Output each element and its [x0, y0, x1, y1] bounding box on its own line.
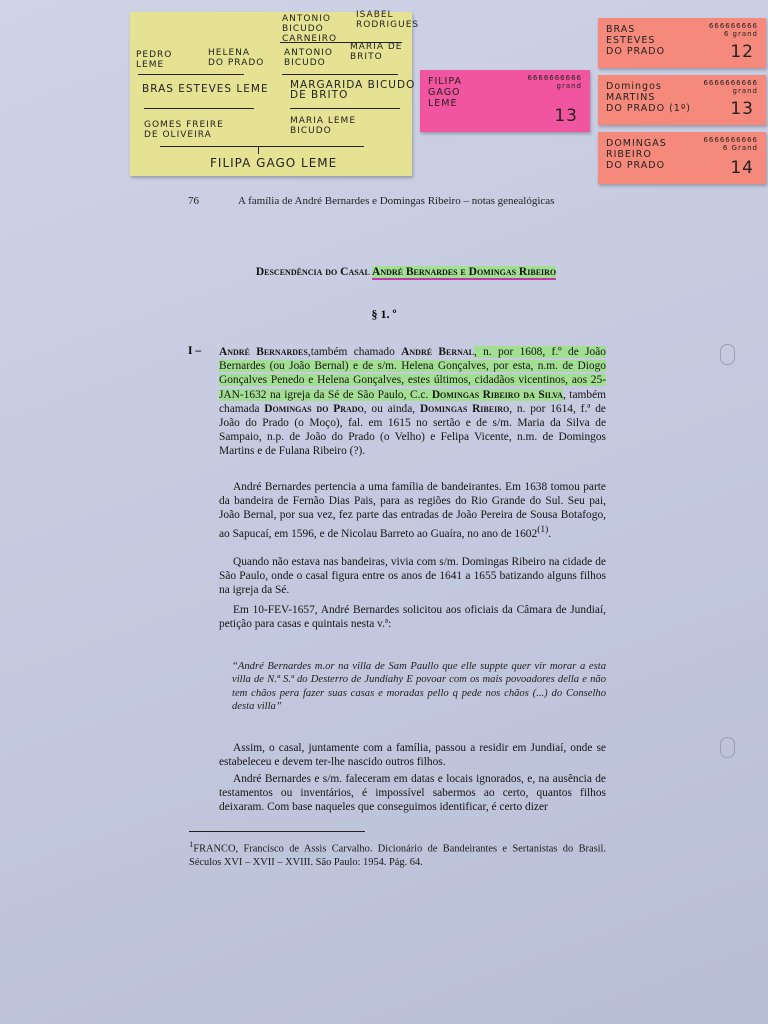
footnote [189, 838, 606, 869]
body-paragraph: Quando não estava nas bandeiras, vivia com s/m. Domingas Ribeiro na cidade de São Paulo, onde o casal figura entre os anos de 1641 a 1655 batizando alguns filhos na igreja da Sé. [219, 556, 606, 597]
person-name: André Bernardes [219, 346, 308, 358]
note-line [282, 74, 398, 75]
footnote-rule [189, 831, 365, 832]
orange-note-name: Domingos MARTINS DO PRADO (1º) [606, 81, 692, 114]
note-name-isabel-rodrigues: ISABEL RODRIGUES [356, 10, 420, 30]
note-line [290, 108, 400, 109]
body-paragraph: Assim, o casal, juntamente com a família, passou a residir em Jundiaí, onde se estabeleceu e devem ter-lhe nascido outros filhos. [219, 742, 606, 769]
note-name-margarida-bicudo-de-brito: MARGARIDA BICUDO DE BRITO [290, 79, 416, 101]
binder-hole [720, 344, 735, 365]
orange-note-code: 6666666666 grand [703, 79, 758, 95]
text-run: , n. por 1614, f.ª de João do Prado (o Moço), fal. em 1615 no sertão e de s/m. Maria da Silva de Sampaio, n.p. de João do Prado (o Velho) e Felipa Vicente, n.m. de Domingos Martins e de Fulana Ribeiro (?). [219, 402, 606, 458]
pink-note-number: 13 [554, 106, 578, 126]
pink-note-name: FILIPA GAGO LEME [428, 76, 462, 109]
orange-note-name: BRAS ESTEVES DO PRADO [606, 24, 666, 57]
running-title: A família de André Bernardes e Domingas Ribeiro – notas genealógicas [238, 195, 555, 207]
orange-sticky-note [598, 75, 766, 125]
entry-paragraph [219, 345, 606, 459]
highlighted-text: , n. por 1608, f.º de João Bernardes (ou João Bernal) e de s/m. Helena Gonçalves, por esta, n.m. de Diogo Gonçalves Penedo e Helena Gonçalves, estes últimos, cidadãos vicentinos, aos 25-JAN-1632 na igreja da Sé de São Paulo, C.c. [219, 346, 606, 401]
pink-sticky-note [420, 70, 590, 132]
orange-note-number: 12 [730, 42, 754, 62]
orange-note-code: 6666666666 6 Grand [703, 136, 758, 152]
orange-note-name: DOMINGAS RIBEIRO DO PRADO [606, 138, 667, 171]
note-name-filipa-gago-leme: FILIPA GAGO LEME [210, 156, 338, 170]
footnote-ref: (1) [537, 524, 549, 535]
page-number: 76 [188, 195, 199, 207]
section-mark: § 1. º [371, 307, 397, 321]
footnote-text: FRANCO, Francisco de Assis Carvalho. Dicionário de Bandeirantes e Sertanistas do Brasil. Séculos XVI – XVII – XVIII. São Paulo: 1954. Pág. 64. [189, 843, 606, 868]
text-run: ,também chamado [307, 346, 402, 358]
body-paragraph: Em 10-FEV-1657, André Bernardes solicitou aos oficiais da Câmara de Jundiaí, petição para casas e quintais nesta v.ª: [219, 604, 606, 631]
person-name: Domingas Ribeiro da Silva [431, 388, 563, 401]
body-paragraph: André Bernardes e s/m. faleceram em datas e locais ignorados, e, na ausência de testamentos ou inventários, é impossível sabermos ao certo, quantos filhos deixaram. Com base naqueles que conseguimos identificar, é certo dizer [219, 773, 606, 814]
body-paragraph [219, 480, 606, 541]
orange-sticky-note [598, 18, 766, 68]
pink-note-code: 6666666666 grand [527, 74, 582, 90]
text-run: . [548, 527, 552, 540]
person-name: André Bernal [401, 346, 474, 358]
section-title-prefix: Descendência do Casal [255, 266, 373, 278]
note-name-bras-esteves-leme: BRAS ESTEVES LEME [142, 83, 269, 95]
note-name-gomes-freire-de-oliveira: GOMES FREIRE DE OLIVEIRA [144, 120, 224, 140]
person-name: Domingas do Prado [264, 402, 364, 415]
person-name: Domingas Ribeiro [419, 402, 510, 415]
note-name-helena-do-prado: HELENA DO PRADO [208, 48, 265, 68]
text-run: , ou ainda, [363, 402, 420, 415]
orange-note-code: 666666666 6 grand [708, 22, 758, 38]
note-line [138, 74, 244, 75]
text-run: , também chamada [219, 388, 606, 415]
block-quote: “André Bernardes m.or na villa de Sam Paullo que elle suppte quer vir morar a esta villa de N.ª S.ª do Desterro de Jundiahy E povoar com os mais povoadores della e não tem chãos pera fazer suas casas e moradas pello q pede nos chãos (...) do Conselho desta villa” [232, 661, 606, 713]
note-name-maria-leme-bicudo: MARIA LEME BICUDO [290, 116, 356, 136]
section-title [196, 266, 616, 278]
footnote-mark: 1 [189, 839, 194, 849]
orange-sticky-note [598, 132, 766, 184]
text-run: André Bernardes pertencia a uma família de bandeirantes. Em 1638 tomou parte da bandeira de Fernão Dias Pais, para as regiões do Rio Grande do Sul. Seu pai, João Bernal, por sua vez, fez parte das entradas de João Pereira de Sousa Botafogo, ao Sapucaí, em 1596, e de Nicolau Barreto ao Guaíra, no ano de 1602 [219, 481, 606, 540]
note-name-antonio-bicudo-carneiro: ANTONIO BICUDO CARNEIRO [282, 14, 338, 44]
genealogy-sticky-note [130, 10, 420, 176]
note-name-pedro-leme: PEDRO LEME [136, 50, 173, 70]
note-name-antonio-bicudo: ANTONIO BICUDO [284, 48, 333, 68]
binder-hole [720, 737, 735, 758]
orange-note-number: 14 [730, 158, 754, 178]
orange-note-number: 13 [730, 99, 754, 119]
note-line [144, 108, 254, 109]
note-name-maria-de-brito: MARIA DE BRITO [350, 42, 403, 62]
entry-number: I – [188, 345, 202, 357]
note-line [160, 146, 364, 147]
note-line [258, 146, 259, 154]
section-title-highlight: André Bernardes e Domingas Ribeiro [372, 266, 557, 278]
